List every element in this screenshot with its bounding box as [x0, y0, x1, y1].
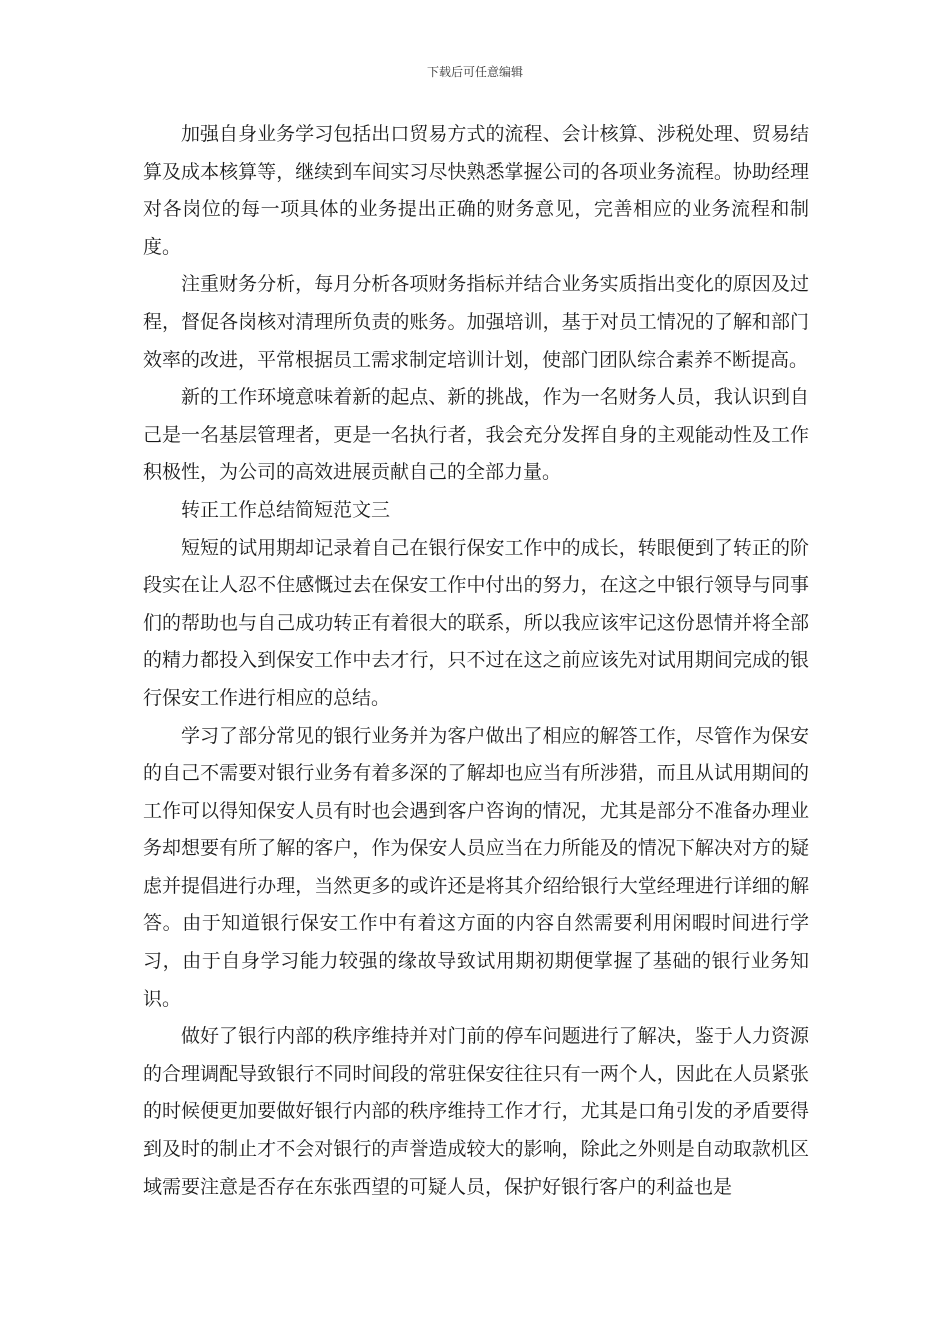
section-title: 转正工作总结简短范文三	[181, 498, 391, 521]
paragraph: 做好了银行内部的秩序维持并对门前的停车问题进行了解决，鉴于人力资源的合理调配导致银行不同时间段的常驻保安往往只有一两个人，因此在人员紧张的时候便更加要做好银行内部的秩序维持工作才行，尤其是口角引发的矛盾要得到及时的制止才不会对银行的声誉造成较大的影响，除此之外则是自动取款机区域需要注意是否存在东张西望的可疑人员，保护好银行客户的利益也是	[143, 1025, 809, 1198]
paragraph: 加强自身业务学习包括出口贸易方式的流程、会计核算、涉税处理、贸易结算及成本核算等，继续到车间实习尽快熟悉掌握公司的各项业务流程。协助经理对各岗位的每一项具体的业务提出正确的财务意见，完善相应的业务流程和制度。	[143, 123, 809, 258]
paragraph: 注重财务分析，每月分析各项财务指标并结合业务实质指出变化的原因及过程，督促各岗核对清理所负责的账务。加强培训，基于对员工情况的了解和部门效率的改进，平常根据员工需求制定培训计划，使部门团队综合素养不断提高。	[143, 273, 809, 371]
page-header-note: 下载后可任意编辑	[426, 65, 523, 79]
paragraph: 学习了部分常见的银行业务并为客户做出了相应的解答工作，尽管作为保安的自己不需要对银行业务有着多深的了解却也应当有所涉猎，而且从试用期间的工作可以得知保安人员有时也会遇到客户咨询的情况，尤其是部分不准备办理业务却想要有所了解的客户，作为保安人员应当在力所能及的情况下解决对方的疑虑并提倡进行办理，当然更多的或许还是将其介绍给银行大堂经理进行详细的解答。由于知道银行保安工作中有着这方面的内容自然需要利用闲暇时间进行学习，由于自身学习能力较强的缘故导致试用期初期便掌握了基础的银行业务知识。	[143, 724, 809, 1010]
paragraph: 新的工作环境意味着新的起点、新的挑战，作为一名财务人员，我认识到自己是一名基层管理者，更是一名执行者，我会充分发挥自身的主观能动性及工作积极性，为公司的高效进展贡献自己的全部力量。	[143, 386, 809, 484]
document-body	[143, 116, 809, 1206]
paragraph: 短短的试用期却记录着自己在银行保安工作中的成长，转眼便到了转正的阶段实在让人忍不住感慨过去在保安工作中付出的努力，在这之中银行领导与同事们的帮助也与自己成功转正有着很大的联系，所以我应该牢记这份恩情并将全部的精力都投入到保安工作中去才行，只不过在这之前应该先对试用期间完成的银行保安工作进行相应的总结。	[143, 536, 809, 709]
